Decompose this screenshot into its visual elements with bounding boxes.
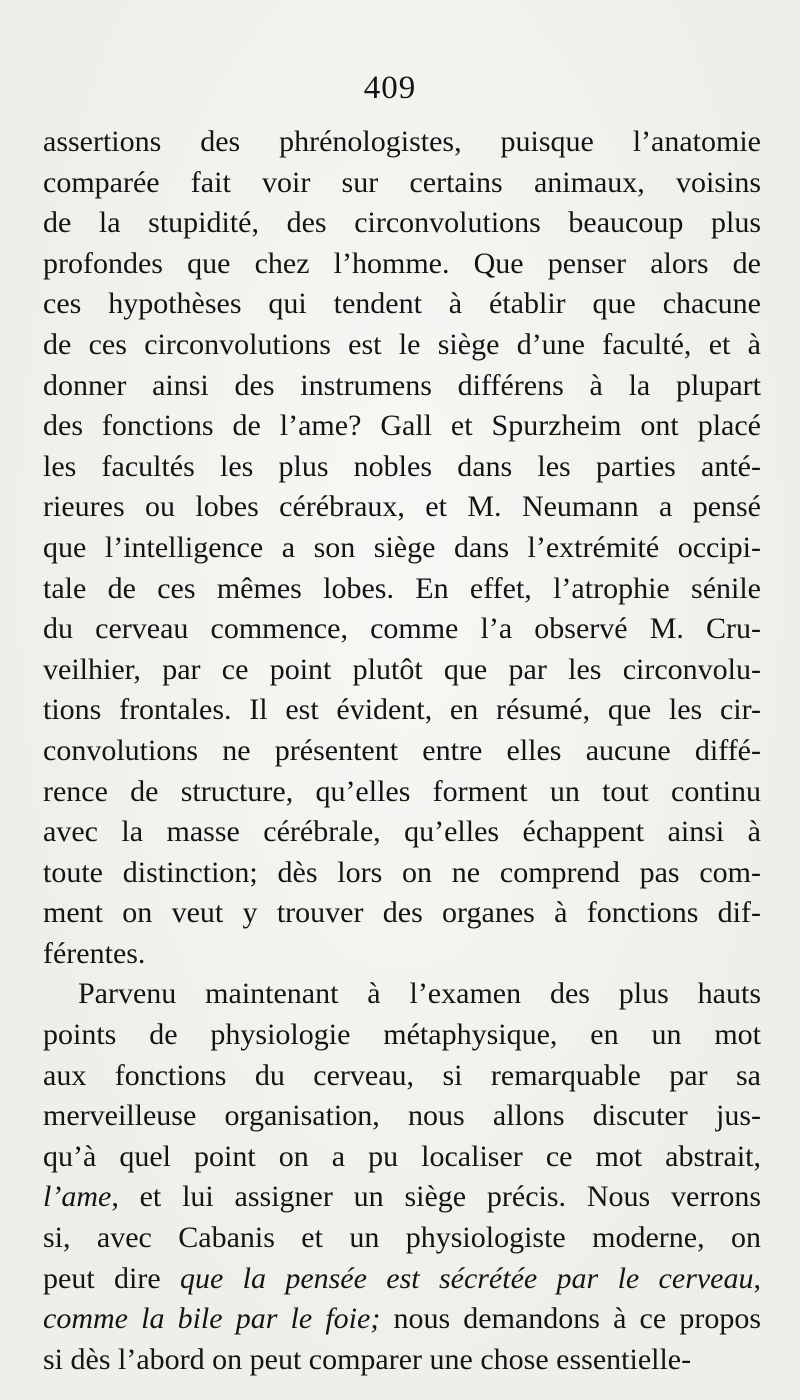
text-line — [43, 974, 761, 1015]
text-segment: Parvenu maintenant à l’examen des plus hauts — [78, 977, 761, 1011]
text-line — [43, 609, 761, 650]
text-line — [43, 853, 761, 894]
text-segment: férentes. — [43, 936, 146, 970]
text-line — [43, 569, 761, 610]
text-segment: tale de ces mêmes lobes. En effet, l’atrophie sénile — [43, 571, 761, 605]
text-line — [43, 1177, 761, 1218]
text-line — [43, 772, 761, 813]
text-line — [43, 406, 761, 447]
text-segment: donner ainsi des instrumens différens à la plupart — [43, 368, 761, 402]
text-segment: points de physiologie métaphysique, en un mot — [43, 1018, 761, 1052]
text-line — [43, 1056, 761, 1097]
text-segment: assertions des phrénologistes, puisque l’anatomie — [43, 125, 761, 158]
text-segment: avec la masse cérébrale, qu’elles échappent ainsi à — [43, 815, 761, 849]
text-line — [43, 487, 761, 528]
text-segment: comparée fait voir sur certains animaux, voisins — [43, 165, 761, 199]
text-segment: aux fonctions du cerveau, si remarquable par sa — [43, 1058, 761, 1092]
text-line — [43, 1015, 761, 1056]
text-line — [43, 122, 761, 163]
text-segment: tions frontales. Il est évident, en résumé, que les cir- — [43, 693, 761, 727]
text-line — [43, 528, 761, 569]
text-segment: si dès l’abord on peut comparer une chose essentielle- — [43, 1342, 692, 1376]
text-segment: profondes que chez l’homme. Que penser alors de — [43, 246, 761, 280]
text-segment: merveilleuse organisation, nous allons discuter jus- — [43, 1099, 761, 1133]
text-line — [43, 934, 761, 975]
body-text — [43, 122, 761, 1380]
text-line — [43, 284, 761, 325]
text-segment: les facultés les plus nobles dans les parties anté- — [43, 449, 761, 483]
text-segment: du cerveau commence, comme l’a observé M. Cru- — [43, 612, 761, 646]
text-line — [43, 1340, 761, 1381]
text-segment: des fonctions de l’ame? Gall et Spurzheim ont placé — [43, 409, 761, 443]
text-line — [43, 447, 761, 488]
text-line — [43, 893, 761, 934]
text-segment: ment on veut y trouver des organes à fonctions dif- — [43, 896, 761, 930]
text-segment: nous demandons à ce propos — [380, 1302, 761, 1336]
italic-text: que la pensée est sécrétée par le cerveau — [179, 1261, 754, 1295]
text-line — [43, 812, 761, 853]
text-line — [43, 366, 761, 407]
text-line — [43, 163, 761, 204]
text-segment: que l’intelligence a son siège dans l’extrémité occipi- — [43, 530, 761, 564]
paragraph — [43, 122, 761, 974]
text-line — [43, 203, 761, 244]
text-segment: veilhier, par ce point plutôt que par les circonvolu- — [43, 652, 761, 686]
text-segment: rence de structure, qu’elles forment un tout continu — [43, 774, 761, 808]
text-segment: peut dire — [43, 1261, 180, 1295]
text-line — [43, 650, 761, 691]
text-segment: convolutions ne présentent entre elles aucune diffé- — [43, 733, 761, 767]
text-segment: si, avec Cabanis et un physiologiste moderne, on — [43, 1221, 761, 1255]
text-segment: de la stupidité, des circonvolutions beaucoup plus — [43, 206, 761, 240]
text-line — [43, 690, 761, 731]
text-line — [43, 1299, 761, 1340]
text-segment: de ces circonvolutions est le siège d’une faculté, et à — [43, 327, 761, 361]
text-segment: , et lui assigner un siège précis. Nous verrons — [111, 1180, 761, 1214]
italic-text: l’ame — [43, 1180, 112, 1214]
text-line — [43, 1259, 761, 1300]
page-number: 409 — [363, 70, 417, 106]
text-line — [43, 1096, 761, 1137]
text-line — [43, 325, 761, 366]
text-segment: rieures ou lobes cérébraux, et M. Neumann a pensé — [43, 490, 761, 524]
text-segment: ces hypothèses qui tendent à établir que chacune — [43, 287, 761, 321]
text-line — [43, 244, 761, 285]
italic-text: comme la bile par le foie; — [43, 1302, 381, 1336]
text-segment: toute distinction; dès lors on ne comprend pas com- — [43, 855, 761, 889]
text-line — [43, 1218, 761, 1259]
text-line — [43, 731, 761, 772]
text-segment: qu’à quel point on a pu localiser ce mot abstrait, — [43, 1139, 761, 1173]
text-segment: , — [753, 1261, 761, 1295]
paragraph — [43, 974, 761, 1380]
text-line — [43, 1137, 761, 1178]
